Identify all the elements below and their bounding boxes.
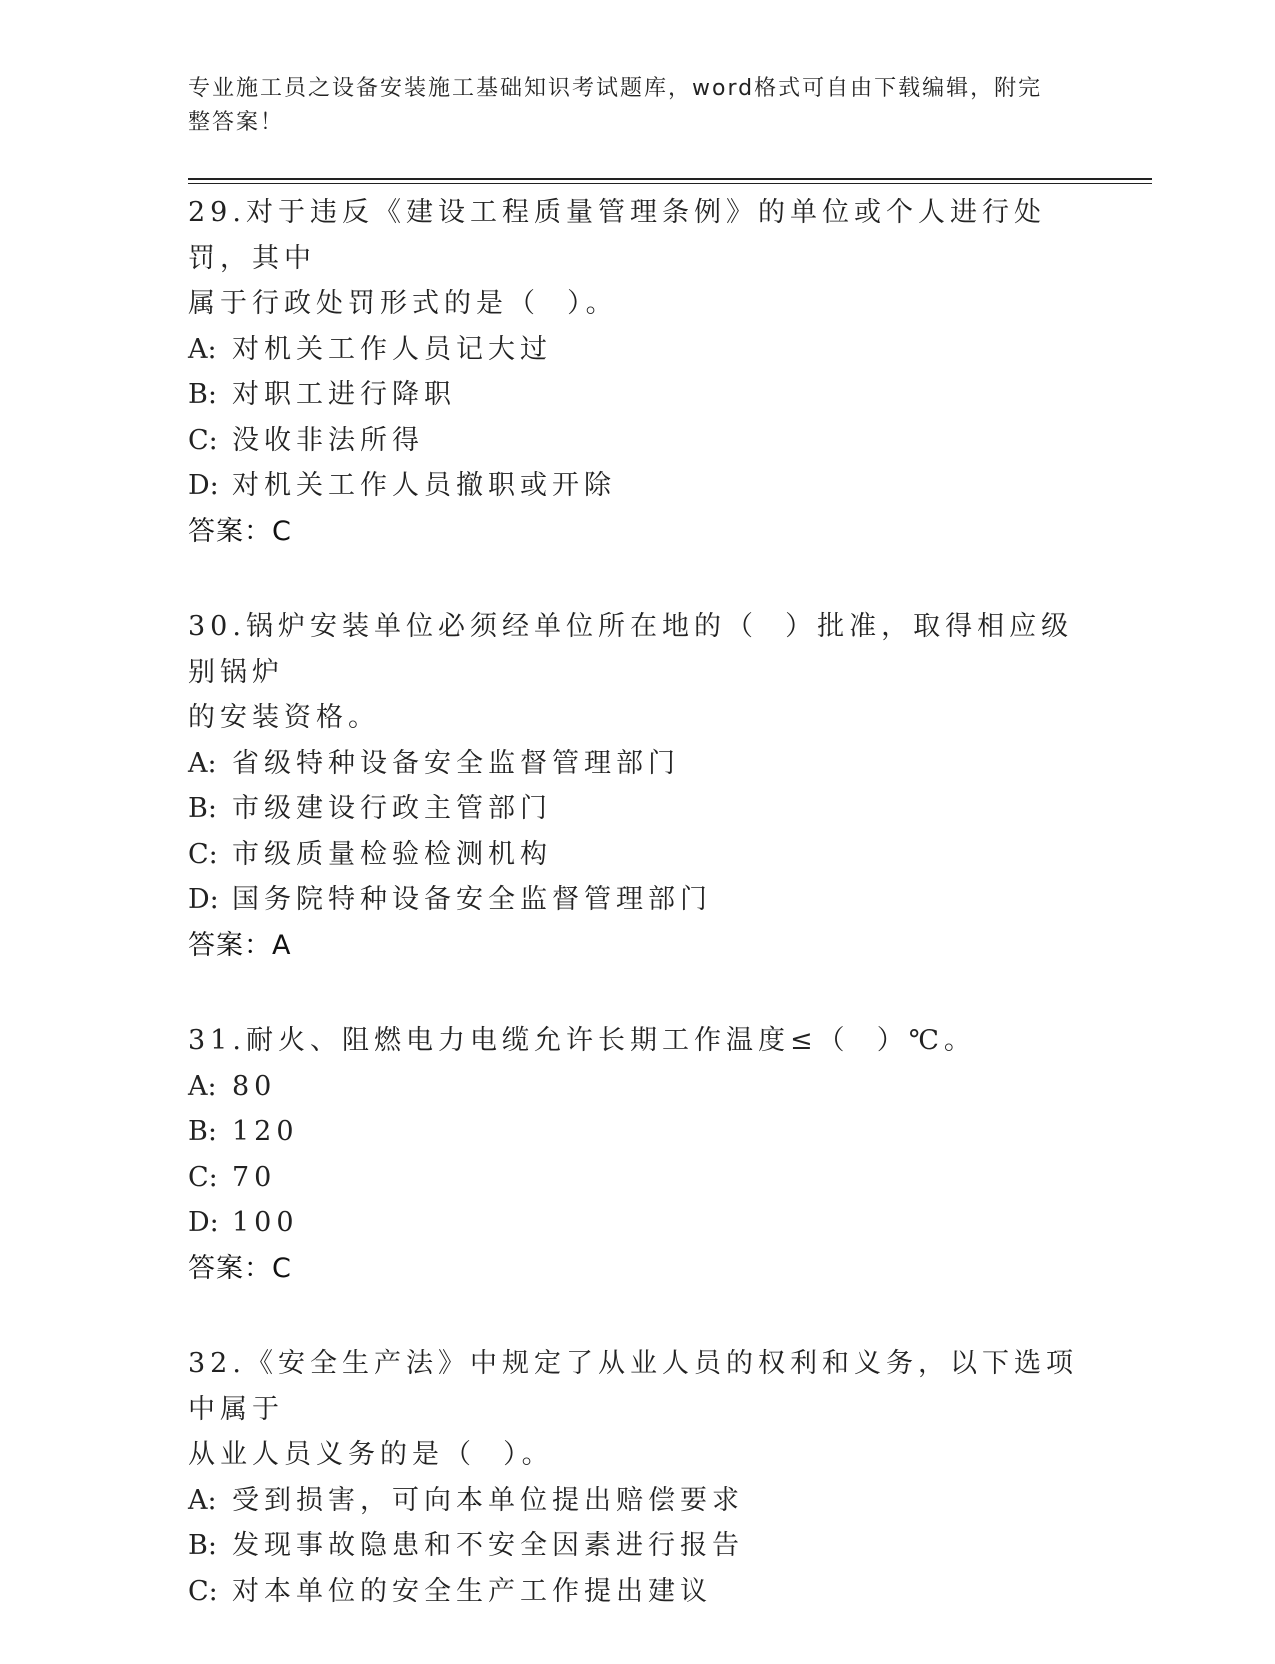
question-text-line-1: 31.耐火、阻燃电力电缆允许长期工作温度≤（ ）℃。	[188, 1025, 976, 1056]
question-32	[188, 1341, 1088, 1614]
option-text: 对本单位的安全生产工作提出建议	[232, 1575, 712, 1607]
option-label: B:	[188, 1116, 217, 1147]
option-c	[188, 418, 1088, 464]
option-text: 没收非法所得	[232, 424, 424, 456]
option-a	[188, 741, 1088, 787]
option-label: A:	[188, 1484, 217, 1516]
option-c	[188, 1155, 1088, 1201]
answer-line: 答案：C	[188, 1252, 292, 1284]
option-label: C:	[188, 1575, 218, 1607]
option-label: C:	[188, 838, 218, 870]
option-a	[188, 1064, 1088, 1110]
option-d	[188, 1200, 1088, 1246]
option-b	[188, 1109, 1088, 1155]
option-label: A:	[188, 1070, 217, 1102]
option-label: A:	[188, 747, 217, 779]
option-text: 70	[232, 1161, 277, 1193]
option-label: B:	[188, 1530, 217, 1561]
option-label: D:	[188, 470, 219, 501]
option-b	[188, 372, 1088, 418]
option-text: 120	[232, 1116, 299, 1147]
option-text: 对机关工作人员记大过	[232, 333, 552, 365]
question-30	[188, 604, 1088, 968]
option-c	[188, 1569, 1088, 1615]
answer-line: 答案：A	[188, 929, 292, 961]
question-list	[188, 190, 1088, 1664]
option-d	[188, 877, 1088, 923]
question-text-line-2: 从业人员义务的是（ ）。	[188, 1439, 554, 1470]
question-31	[188, 1018, 1088, 1291]
question-29	[188, 190, 1088, 554]
option-b	[188, 1523, 1088, 1569]
question-text-line-2: 的安装资格。	[188, 702, 380, 733]
option-text: 80	[232, 1070, 277, 1102]
question-text-line-1: 32.《安全生产法》中规定了从业人员的权利和义务，以下选项中属于	[188, 1348, 1078, 1425]
option-a	[188, 327, 1088, 373]
option-label: B:	[188, 379, 217, 410]
option-d	[188, 463, 1088, 509]
option-label: A:	[188, 333, 217, 365]
option-a	[188, 1478, 1088, 1524]
option-text: 100	[232, 1207, 299, 1238]
option-text: 发现事故隐患和不安全因素进行报告	[232, 1530, 744, 1561]
answer-line: 答案：C	[188, 515, 292, 547]
option-c	[188, 832, 1088, 878]
header-line-2: 整答案！	[188, 110, 285, 135]
option-label: C:	[188, 1161, 218, 1193]
option-text: 市级质量检验检测机构	[232, 838, 552, 870]
option-text: 国务院特种设备安全监督管理部门	[232, 884, 712, 915]
header-divider-thin	[188, 183, 1152, 184]
question-text-line-2: 属于行政处罚形式的是（ ）。	[188, 288, 618, 319]
option-label: B:	[188, 793, 217, 824]
option-text: 省级特种设备安全监督管理部门	[232, 747, 680, 779]
option-label: D:	[188, 884, 219, 915]
header-divider-thick	[188, 178, 1152, 180]
question-text-line-1: 29.对于违反《建设工程质量管理条例》的单位或个人进行处罚，其中	[188, 197, 1046, 274]
option-text: 受到损害，可向本单位提出赔偿要求	[232, 1484, 744, 1516]
option-b	[188, 786, 1088, 832]
option-text: 对机关工作人员撤职或开除	[232, 470, 616, 501]
document-header	[188, 72, 1068, 140]
option-label: D:	[188, 1207, 219, 1238]
header-line-1: 专业施工员之设备安装施工基础知识考试题库，word格式可自由下载编辑，附完	[188, 76, 1043, 101]
option-label: C:	[188, 424, 218, 456]
option-text: 对职工进行降职	[232, 379, 456, 410]
question-text-line-1: 30.锅炉安装单位必须经单位所在地的（ ）批准，取得相应级别锅炉	[188, 611, 1074, 688]
option-text: 市级建设行政主管部门	[232, 793, 552, 824]
